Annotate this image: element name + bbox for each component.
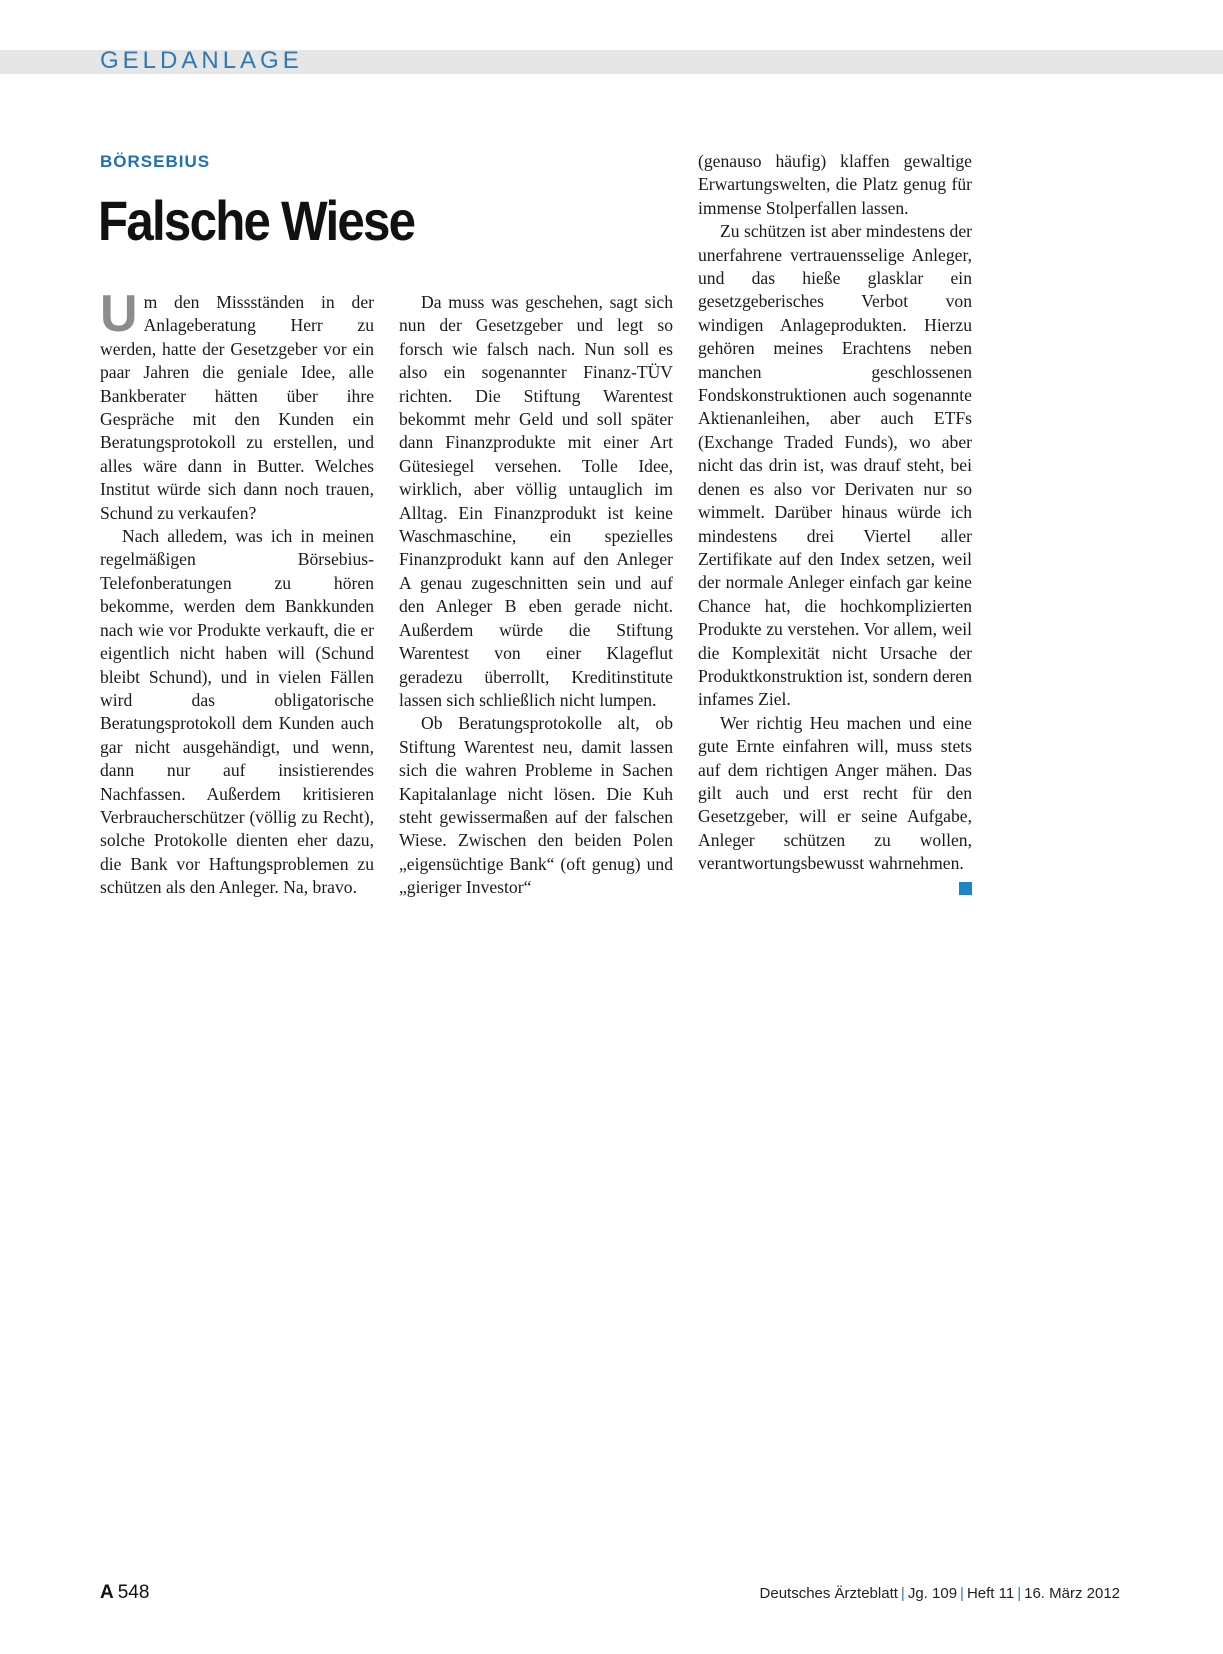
publication-name: Deutsches Ärzteblatt [759, 1585, 898, 1602]
paragraph: (genauso häufig) klaffen gewaltige Erwartungswelten, die Platz genug für immense Stolperfallen lassen. [698, 151, 972, 218]
drop-cap: U [100, 285, 138, 343]
article-column-1 [100, 285, 374, 900]
publication-info [760, 1584, 1120, 1604]
volume: Jg. 109 [907, 1585, 958, 1602]
article-title: Falsche Wiese [98, 189, 415, 252]
end-of-article-square-icon [959, 882, 972, 895]
paragraph-text: Wer richtig Heu machen und eine gute Ernte einfahren will, muss stets auf dem richtigen Anger mähen. Das gilt auch und erst recht für den Gesetzgeber, will er seine Aufgabe, Anleger schützen zu wollen, verantwortungsbewusst wahrnehmen. [698, 712, 972, 874]
separator: | [900, 1585, 905, 1602]
paragraph: Zu schützen ist aber mindestens der unerfahrene vertrauensselige Anleger, und das hieße glasklar ein gesetzgeberisches Verbot von windigen Anlageprodukten. Hierzu gehören meines Erachtens neben manchen geschlossenen Fondskonstruktionen auch sogenannte Aktienanleihen, aber auch ETFs (Exchange Traded Funds), wo aber nicht das drin ist, was drauf steht, bei denen es also vor Derivaten nur so wimmelt. Darüber hinaus würde ich mindestens drei Viertel aller Zertifikate auf den Index setzen, weil der normale Anleger einfach gar keine Chance hat, die hochkomplizierten Produkte zu verstehen. Vor allem, weil die Komplexität nicht Ursache der Produktkonstruktion ist, sondern deren infames Ziel. [698, 221, 972, 710]
page-number [100, 1581, 149, 1605]
issue: Heft 11 [966, 1585, 1015, 1602]
issue-date: 16. März 2012 [1024, 1585, 1120, 1602]
page-number-value: 548 [117, 1582, 150, 1603]
paragraph: Da muss was geschehen, sagt sich nun der Gesetzgeber und legt so forsch wie falsch nach. Nun soll es also ein sogenannter Finanz-TÜV richten. Die Stiftung Warentest bekommt mehr Geld und soll später dann Finanzprodukte mit einer Art Gütesiegel versehen. Tolle Idee, wirklich, aber völlig untauglich im Alltag. Ein Finanzprodukt ist keine Waschmaschine, ein spezielles Finanzprodukt kann auf den Anleger A genau zugeschnitten sein und auf den Anleger B eben gerade nicht. Außerdem würde die Stiftung Warentest von einer Klageflut geradezu überrollt, Kreditinstitute lassen sich schließlich nicht lumpen. [399, 292, 673, 710]
article-column-2 [399, 291, 673, 900]
page-prefix: A [100, 1582, 114, 1603]
separator: | [960, 1585, 964, 1602]
paragraph-text: m den Missständen in der Anlageberatung Herr zu werden, hatte der Gesetzgeber vor ein paar Jahren die geniale Idee, alle Bankberater hätten über ihre Gespräche mit den Kunden ein Beratungsprotokoll zu erstellen, und alles wäre dann in Butter. Welches Institut würde sich dann noch trauen, Schund zu verkaufen? [100, 292, 374, 523]
paragraph: Ob Beratungsprotokolle alt, ob Stiftung Warentest neu, damit lassen sich die wahren Probleme in Sachen Kapitalanlage nicht lösen. Die Kuh steht gewissermaßen auf der falschen Wiese. Zwischen den beiden Polen „eigensüchtige Bank“ (oft genug) und „gieriger Investor“ [399, 713, 673, 898]
section-label: GELDANLAGE [100, 47, 303, 74]
paragraph [100, 285, 374, 525]
article-kicker: BÖRSEBIUS [100, 152, 211, 171]
article-column-3 [698, 150, 972, 895]
paragraph [698, 712, 972, 876]
separator: | [1017, 1585, 1022, 1602]
paragraph: Nach alledem, was ich in meinen regelmäßigen Börsebius-Telefonberatungen zu hören bekomme, werden dem Bankkunden nach wie vor Produkte verkauft, die er eigentlich nicht haben will (Schund bleibt Schund), und in vielen Fällen wird das obligatorische Beratungsprotokoll dem Kunden auch gar nicht ausgehändigt, und wenn, dann nur auf insistierendes Nachfassen. Außerdem kritisieren Verbraucherschützer (völlig zu Recht), solche Protokolle dienten eher dazu, die Bank vor Haftungsproblemen zu schützen als den Anleger. Na, bravo. [100, 526, 374, 898]
